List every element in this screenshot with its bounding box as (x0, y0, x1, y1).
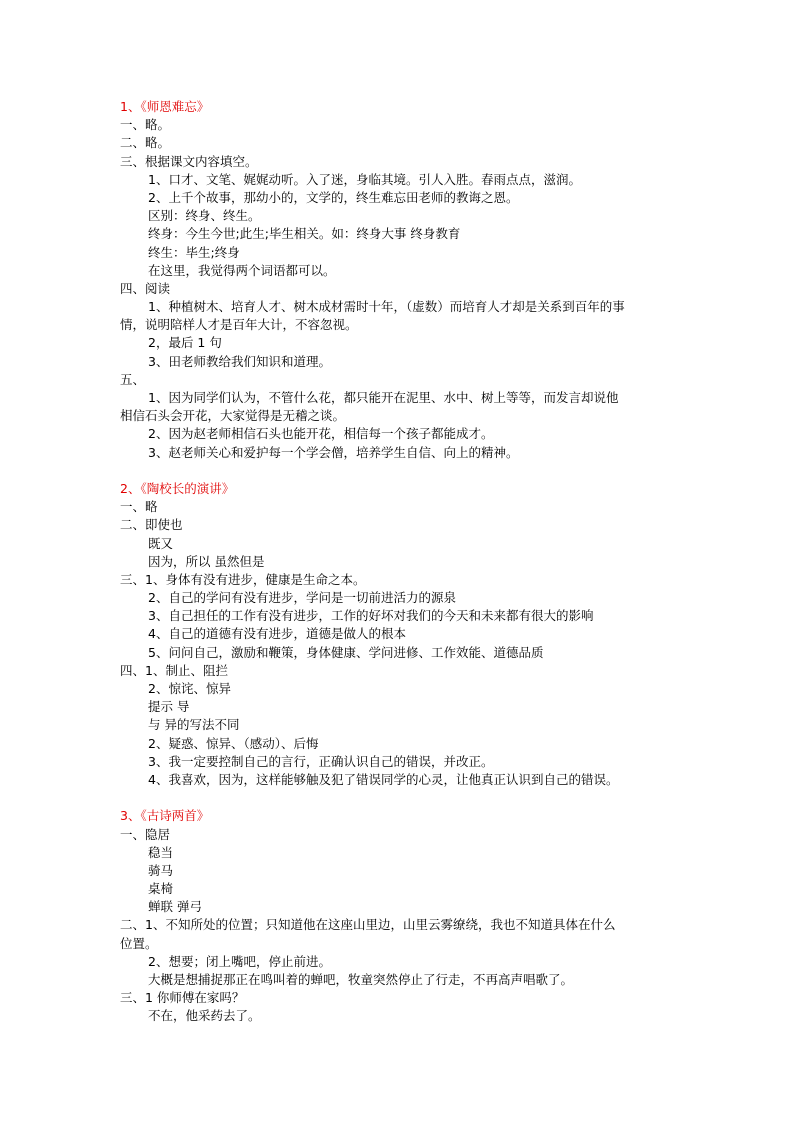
text-line: 既又 (148, 535, 174, 551)
text-line: 大概是想捕捉那正在鸣叫着的蝉吧，牧童突然停止了行走，不再高声唱歌了。 (148, 972, 574, 987)
text-line: 2，最后 1 句 (148, 335, 222, 351)
text-line: 2、疑惑、惊异、（感动）、后悔 (148, 735, 319, 751)
text-line: 二、即使也 (120, 517, 183, 533)
section-heading: 2、《陶校长的演讲》 (120, 480, 235, 496)
text-line: 3、赵老师关心和爱护每一个学会僧，培养学生自信、向上的精神。 (148, 444, 519, 460)
text-line: 2、自己的学问有没有进步，学问是一切前进活力的源泉 (148, 590, 456, 606)
text-line: 因为，所以 虽然但是 (148, 553, 265, 569)
text-line: 3、我一定要控制自己的言行，正确认识自己的错误，并改正。 (148, 753, 494, 769)
text-line: 蝉联 弹弓 (148, 899, 202, 915)
text-line: 相信石头会开花，大家觉得是无稽之谈。 (120, 408, 346, 424)
text-line: 3、自己担任的工作有没有进步，工作的好坏对我们的今天和未来都有很大的影响 (148, 608, 594, 624)
text-line: 一、略 (120, 499, 158, 515)
text-line: 提示 导 (148, 699, 190, 715)
text-line: 5、问问自己，激励和鞭策，身体健康、学问进修、工作效能、道德品质 (148, 644, 544, 660)
text-line: 情，说明陪样人才是百年大计，不容忽视。 (120, 317, 358, 333)
text-line: 与 异的写法不同 (148, 717, 240, 733)
section-gap (0, 789, 794, 807)
text-line: 不在，他采药去了。 (148, 1008, 261, 1024)
text-line: 1、因为同学们认为，不管什么花，都只能开在泥里、水中、树上等等，而发言却说他 (148, 390, 619, 405)
text-line: 2、因为赵老师相信石头也能开花，相信每一个孩子都能成才。 (148, 426, 494, 442)
text-line: 区别：终身、终生。 (148, 208, 261, 224)
text-line: 三、根据课文内容填空。 (120, 153, 258, 169)
document-page (0, 98, 794, 1026)
text-line: 三、1 你师傅在家吗？ (120, 990, 245, 1006)
text-line: 4、我喜欢，因为，这样能够触及犯了错误同学的心灵，让他真正认识到自己的错误。 (148, 771, 619, 787)
text-line: 3、田老师教给我们知识和道理。 (148, 353, 331, 369)
text-line: 三、1、身体有没有进步，健康是生命之本。 (120, 571, 366, 587)
text-line: 一、隐居 (120, 826, 171, 842)
text-line: 稳当 (148, 844, 174, 860)
text-line: 骑马 (148, 862, 174, 878)
text-line: 桌椅 (148, 881, 174, 897)
text-line: 终身：今生今世;此生;毕生相关。如：终身大事 终身教育 (148, 226, 461, 242)
text-line: 2、上千个故事，那幼小的，文学的，终生难忘田老师的教诲之恩。 (148, 189, 519, 205)
text-line: 终生：毕生;终身 (148, 244, 240, 260)
text-line: 2、想要；闭上嘴吧，停止前进。 (148, 953, 331, 969)
text-line: 二、略。 (120, 135, 171, 151)
text-line: 位置。 (120, 935, 158, 951)
text-line: 四、1、制止、阻拦 (120, 662, 228, 678)
text-line: 1、种植树木、培育人才、树木成材需时十年，（虚数）而培育人才却是关系到百年的事 (148, 299, 625, 315)
text-line: 四、阅读 (120, 280, 171, 296)
text-line: 4、自己的道德有没有进步，道德是做人的根本 (148, 626, 406, 642)
text-line: 在这里，我觉得两个词语都可以。 (148, 262, 336, 278)
section-gap (0, 462, 794, 480)
text-line: 1、口才、文笔、娓娓动听。入了迷，身临其境。引人入胜。春雨点点，滋润。 (148, 171, 581, 187)
text-line: 二、1、不知所处的位置；只知道他在这座山里边，山里云雾缭绕，我也不知道具体在什么 (120, 917, 616, 933)
section-heading: 1、《师恩难忘》 (120, 99, 210, 114)
text-line: 五、 (120, 371, 146, 387)
text-line: 一、略。 (120, 117, 171, 133)
section-heading: 3、《古诗两首》 (120, 808, 210, 824)
text-line: 2、惊诧、惊异 (148, 681, 231, 696)
